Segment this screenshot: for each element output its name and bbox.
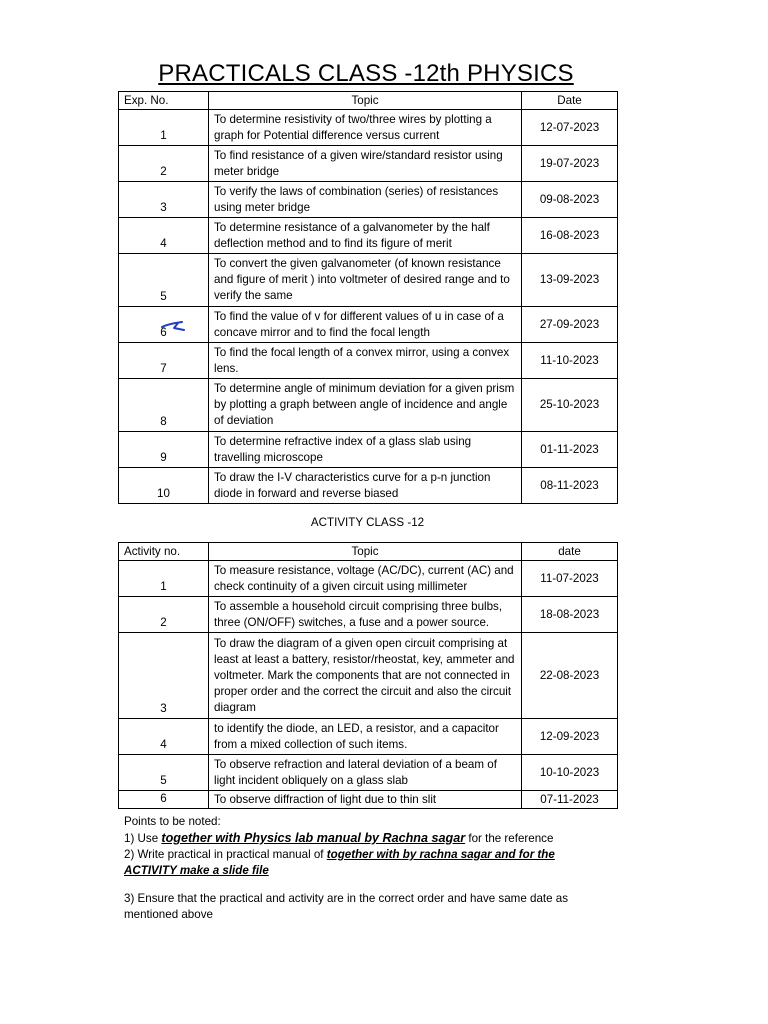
exp-date: 09-08-2023 [522,182,618,218]
exp-date: 27-09-2023 [522,307,618,343]
table-row [119,146,618,182]
table-row [119,755,618,791]
notes-section [124,814,594,923]
note-3: 3) Ensure that the practical and activity are in the correct order and have same date as mentioned above [124,892,569,921]
exp-date: 19-07-2023 [522,146,618,182]
activity-date: 18-08-2023 [522,597,618,633]
exp-topic: To verify the laws of combination (series) of resistances using meter bridge [209,182,522,218]
table-row [119,307,618,343]
table-row [119,791,618,809]
exp-topic: To determine angle of minimum deviation for a given prism by plotting a graph between angle of incidence and angle of deviation [209,379,522,432]
exp-topic: To find the focal length of a convex mirror, using a convex lens. [209,343,522,379]
table-header-row [119,92,618,110]
table-row [119,432,618,468]
activity-date: 11-07-2023 [522,561,618,597]
exp-topic: To find the value of v for different values of u in case of a concave mirror and to find the focal length [209,307,522,343]
exp-no: 6 [119,307,209,343]
activity-date: 12-09-2023 [522,719,618,755]
exp-no: 8 [119,379,209,432]
note-2-emphasis: together with by rachna sagar and for the ACTIVITY make a slide file [124,848,555,877]
exp-topic: To convert the given galvanometer (of known resistance and figure of merit ) into voltmeter of desired range and to verify the same [209,254,522,307]
note-1-emphasis: together with Physics lab manual by Rachna sagar [161,831,466,845]
exp-no: 3 [119,182,209,218]
exp-topic: To determine refractive index of a glass slab using travelling microscope [209,432,522,468]
exp-date: 11-10-2023 [522,343,618,379]
activity-topic: To observe refraction and lateral deviation of a beam of light incident obliquely on a glass slab [209,755,522,791]
table-row [119,182,618,218]
note-2: 2) Write practical in practical manual of together with by rachna sagar and for the ACTIVITY make a slide file [124,848,555,877]
exp-no: 5 [119,254,209,307]
handwritten-tick-mark [160,319,192,333]
table-row [119,468,618,504]
exp-no: 7 [119,343,209,379]
exp-no: 4 [119,218,209,254]
note-1: 1) Use together with Physics lab manual by Rachna sagar for the reference [124,831,554,845]
activity-no: 5 [119,755,209,791]
activity-date: 22-08-2023 [522,633,618,719]
exp-topic: To determine resistance of a galvanometer by the half deflection method and to find its figure of merit [209,218,522,254]
activity-no: 4 [119,719,209,755]
exp-date: 16-08-2023 [522,218,618,254]
table-row [119,254,618,307]
exp-topic: To find resistance of a given wire/standard resistor using meter bridge [209,146,522,182]
header-date: Date [522,92,618,110]
exp-no: 2 [119,146,209,182]
notes-heading: Points to be noted: [124,815,221,828]
exp-no: 1 [119,110,209,146]
exp-topic: To determine resistivity of two/three wires by plotting a graph for Potential difference versus current [209,110,522,146]
exp-date: 08-11-2023 [522,468,618,504]
exp-topic: To draw the I-V characteristics curve for a p-n junction diode in forward and reverse biased [209,468,522,504]
activity-section-title: ACTIVITY CLASS -12 [310,516,425,529]
header-topic: Topic [209,543,522,561]
header-exp-no: Exp. No. [119,92,209,110]
activity-topic: to identify the diode, an LED, a resistor, and a capacitor from a mixed collection of such items. [209,719,522,755]
table-row [119,633,618,719]
activity-no: 6 [119,791,209,809]
activity-topic: To draw the diagram of a given open circuit comprising at least at least a battery, resistor/rheostat, key, ammeter and voltmeter. Mark the components that are not connected in proper order and the correct the circuit and also the circuit diagram [209,633,522,719]
table-header-row [119,543,618,561]
exp-date: 12-07-2023 [522,110,618,146]
activity-no: 1 [119,561,209,597]
table-row [119,561,618,597]
header-date: date [522,543,618,561]
activity-no: 2 [119,597,209,633]
exp-date: 13-09-2023 [522,254,618,307]
activity-date: 07-11-2023 [522,791,618,809]
exp-no: 9 [119,432,209,468]
page-title: PRACTICALS CLASS -12th PHYSICS [158,60,574,87]
exp-date: 25-10-2023 [522,379,618,432]
activity-topic: To measure resistance, voltage (AC/DC), current (AC) and check continuity of a given circuit using millimeter [209,561,522,597]
table-row [119,719,618,755]
table-row [119,110,618,146]
table-row [119,379,618,432]
activity-topic: To assemble a household circuit comprising three bulbs, three (ON/OFF) switches, a fuse and a power source. [209,597,522,633]
activity-topic: To observe diffraction of light due to thin slit [209,791,522,809]
activity-no: 3 [119,633,209,719]
exp-no: 10 [119,468,209,504]
header-activity-no: Activity no. [119,543,209,561]
activity-date: 10-10-2023 [522,755,618,791]
header-topic: Topic [209,92,522,110]
exp-date: 01-11-2023 [522,432,618,468]
table-row [119,218,618,254]
practicals-table [118,91,618,504]
table-row [119,343,618,379]
table-row [119,597,618,633]
activities-table [118,542,618,809]
